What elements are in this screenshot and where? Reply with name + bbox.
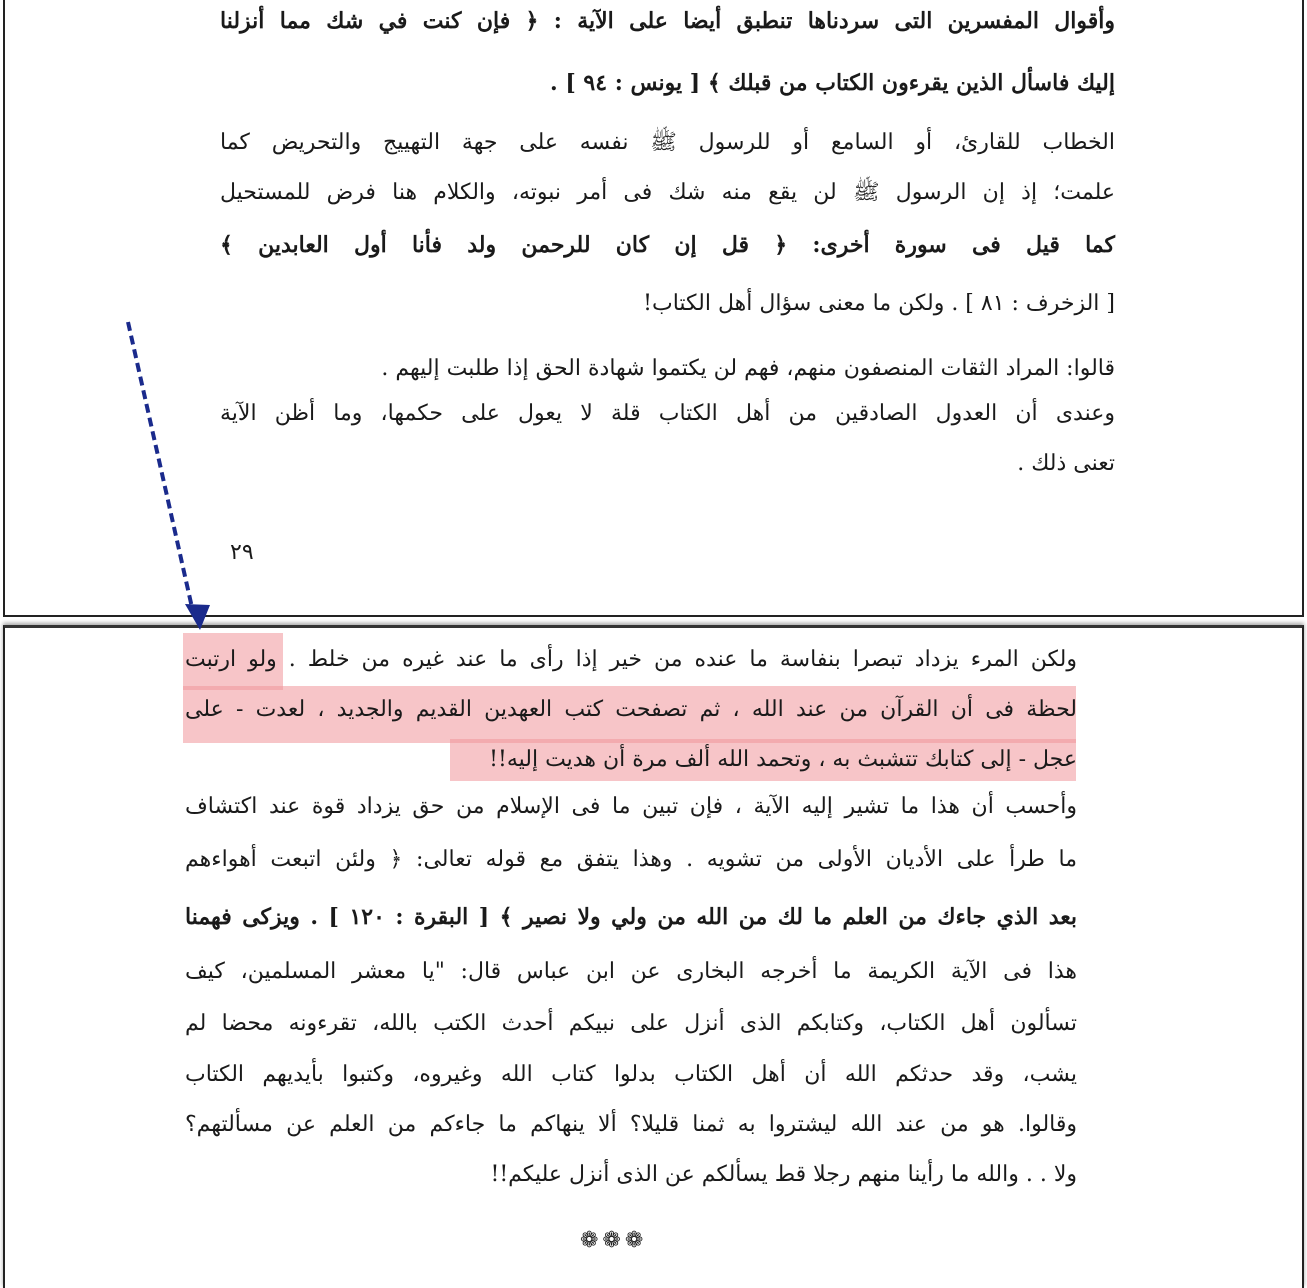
- text-line: لحظة فى أن القرآن من عند الله ، ثم تصفحت كتب العهدين القديم والجديد ، لعدت - على: [185, 697, 1077, 722]
- text-line: إليك فاسأل الذين يقرءون الكتاب من قبلك ﴾ [ يونس : ٩٤ ] .: [550, 70, 1115, 96]
- text-line: بعد الذي جاءك من العلم ما لك من الله من ولي ولا نصير ﴾ [ البقرة : ١٢٠ ] . ويزكى فهمنا: [185, 904, 1077, 930]
- text-line: ولكن المرء يزداد تبصرا بنفاسة ما عنده من خير إذا رأى ما عند غيره من خلط . ولو ارتبت: [185, 647, 1077, 672]
- text-line: كما قيل فى سورة أخرى: ﴿ قل إن كان للرحمن ولد فأنا أول العابدين ﴾: [220, 232, 1115, 258]
- text-line: قالوا: المراد الثقات المنصفون منهم، فهم لن يكتموا شهادة الحق إذا طلبت إليهم .: [381, 356, 1115, 381]
- text-line: علمت؛ إذ إن الرسول ﷺ لن يقع منه شك فى أمر نبوته، والكلام هنا فرض للمستحيل: [220, 180, 1115, 205]
- text-line: ما طرأ على الأديان الأولى من تشويه . وهذا يتفق مع قوله تعالى: ﴿ ولئن اتبعت أهواءهم: [185, 847, 1077, 872]
- text-line: وعندى أن العدول الصادقين من أهل الكتاب قلة لا يعول على حكمها، وما أظن الآية: [220, 401, 1115, 426]
- text-line: الخطاب للقارئ، أو السامع أو للرسول ﷺ نفسه على جهة التهييج والتحريض كما: [220, 130, 1115, 155]
- section-separator: ❁❁❁: [580, 1228, 648, 1253]
- text-line: [ الزخرف : ٨١ ] . ولكن ما معنى سؤال أهل الكتاب!: [643, 291, 1115, 316]
- text-line: ولا . . والله ما رأينا منهم رجلا قط يسألكم عن الذى أنزل عليكم!!: [490, 1162, 1077, 1187]
- text-line: هذا فى الآية الكريمة ما أخرجه البخارى عن ابن عباس قال: "يا معشر المسلمين، كيف: [185, 959, 1077, 984]
- page-number: ٢٩: [230, 540, 254, 565]
- text-line: تسألون أهل الكتاب، وكتابكم الذى أنزل على نبيكم أحدث الكتب بالله، تقرءونه محضا لم: [185, 1011, 1077, 1036]
- text-line: عجل - إلى كتابك تتشبث به ، وتحمد الله ألف مرة أن هديت إليه!!: [489, 747, 1077, 772]
- text-line: وقالوا. هو من عند الله ليشتروا به ثمنا قليلا؟ ألا ينهاكم ما جاءكم من العلم عن مسألتهم؟: [185, 1112, 1077, 1137]
- text-line: يشب، وقد حدثكم الله أن أهل الكتاب بدلوا كتاب الله وغيروه، وكتبوا بأيديهم الكتاب: [185, 1062, 1077, 1087]
- text-line: تعنى ذلك .: [1017, 451, 1115, 476]
- text-line: وأقوال المفسرين التى سردناها تنطبق أيضا على الآية : ﴿ فإن كنت في شك مما أنزلنا: [220, 8, 1115, 34]
- text-line: وأحسب أن هذا ما تشير إليه الآية ، فإن تبين ما فى الإسلام من حق يزداد قوة عند اكتشاف: [185, 794, 1077, 819]
